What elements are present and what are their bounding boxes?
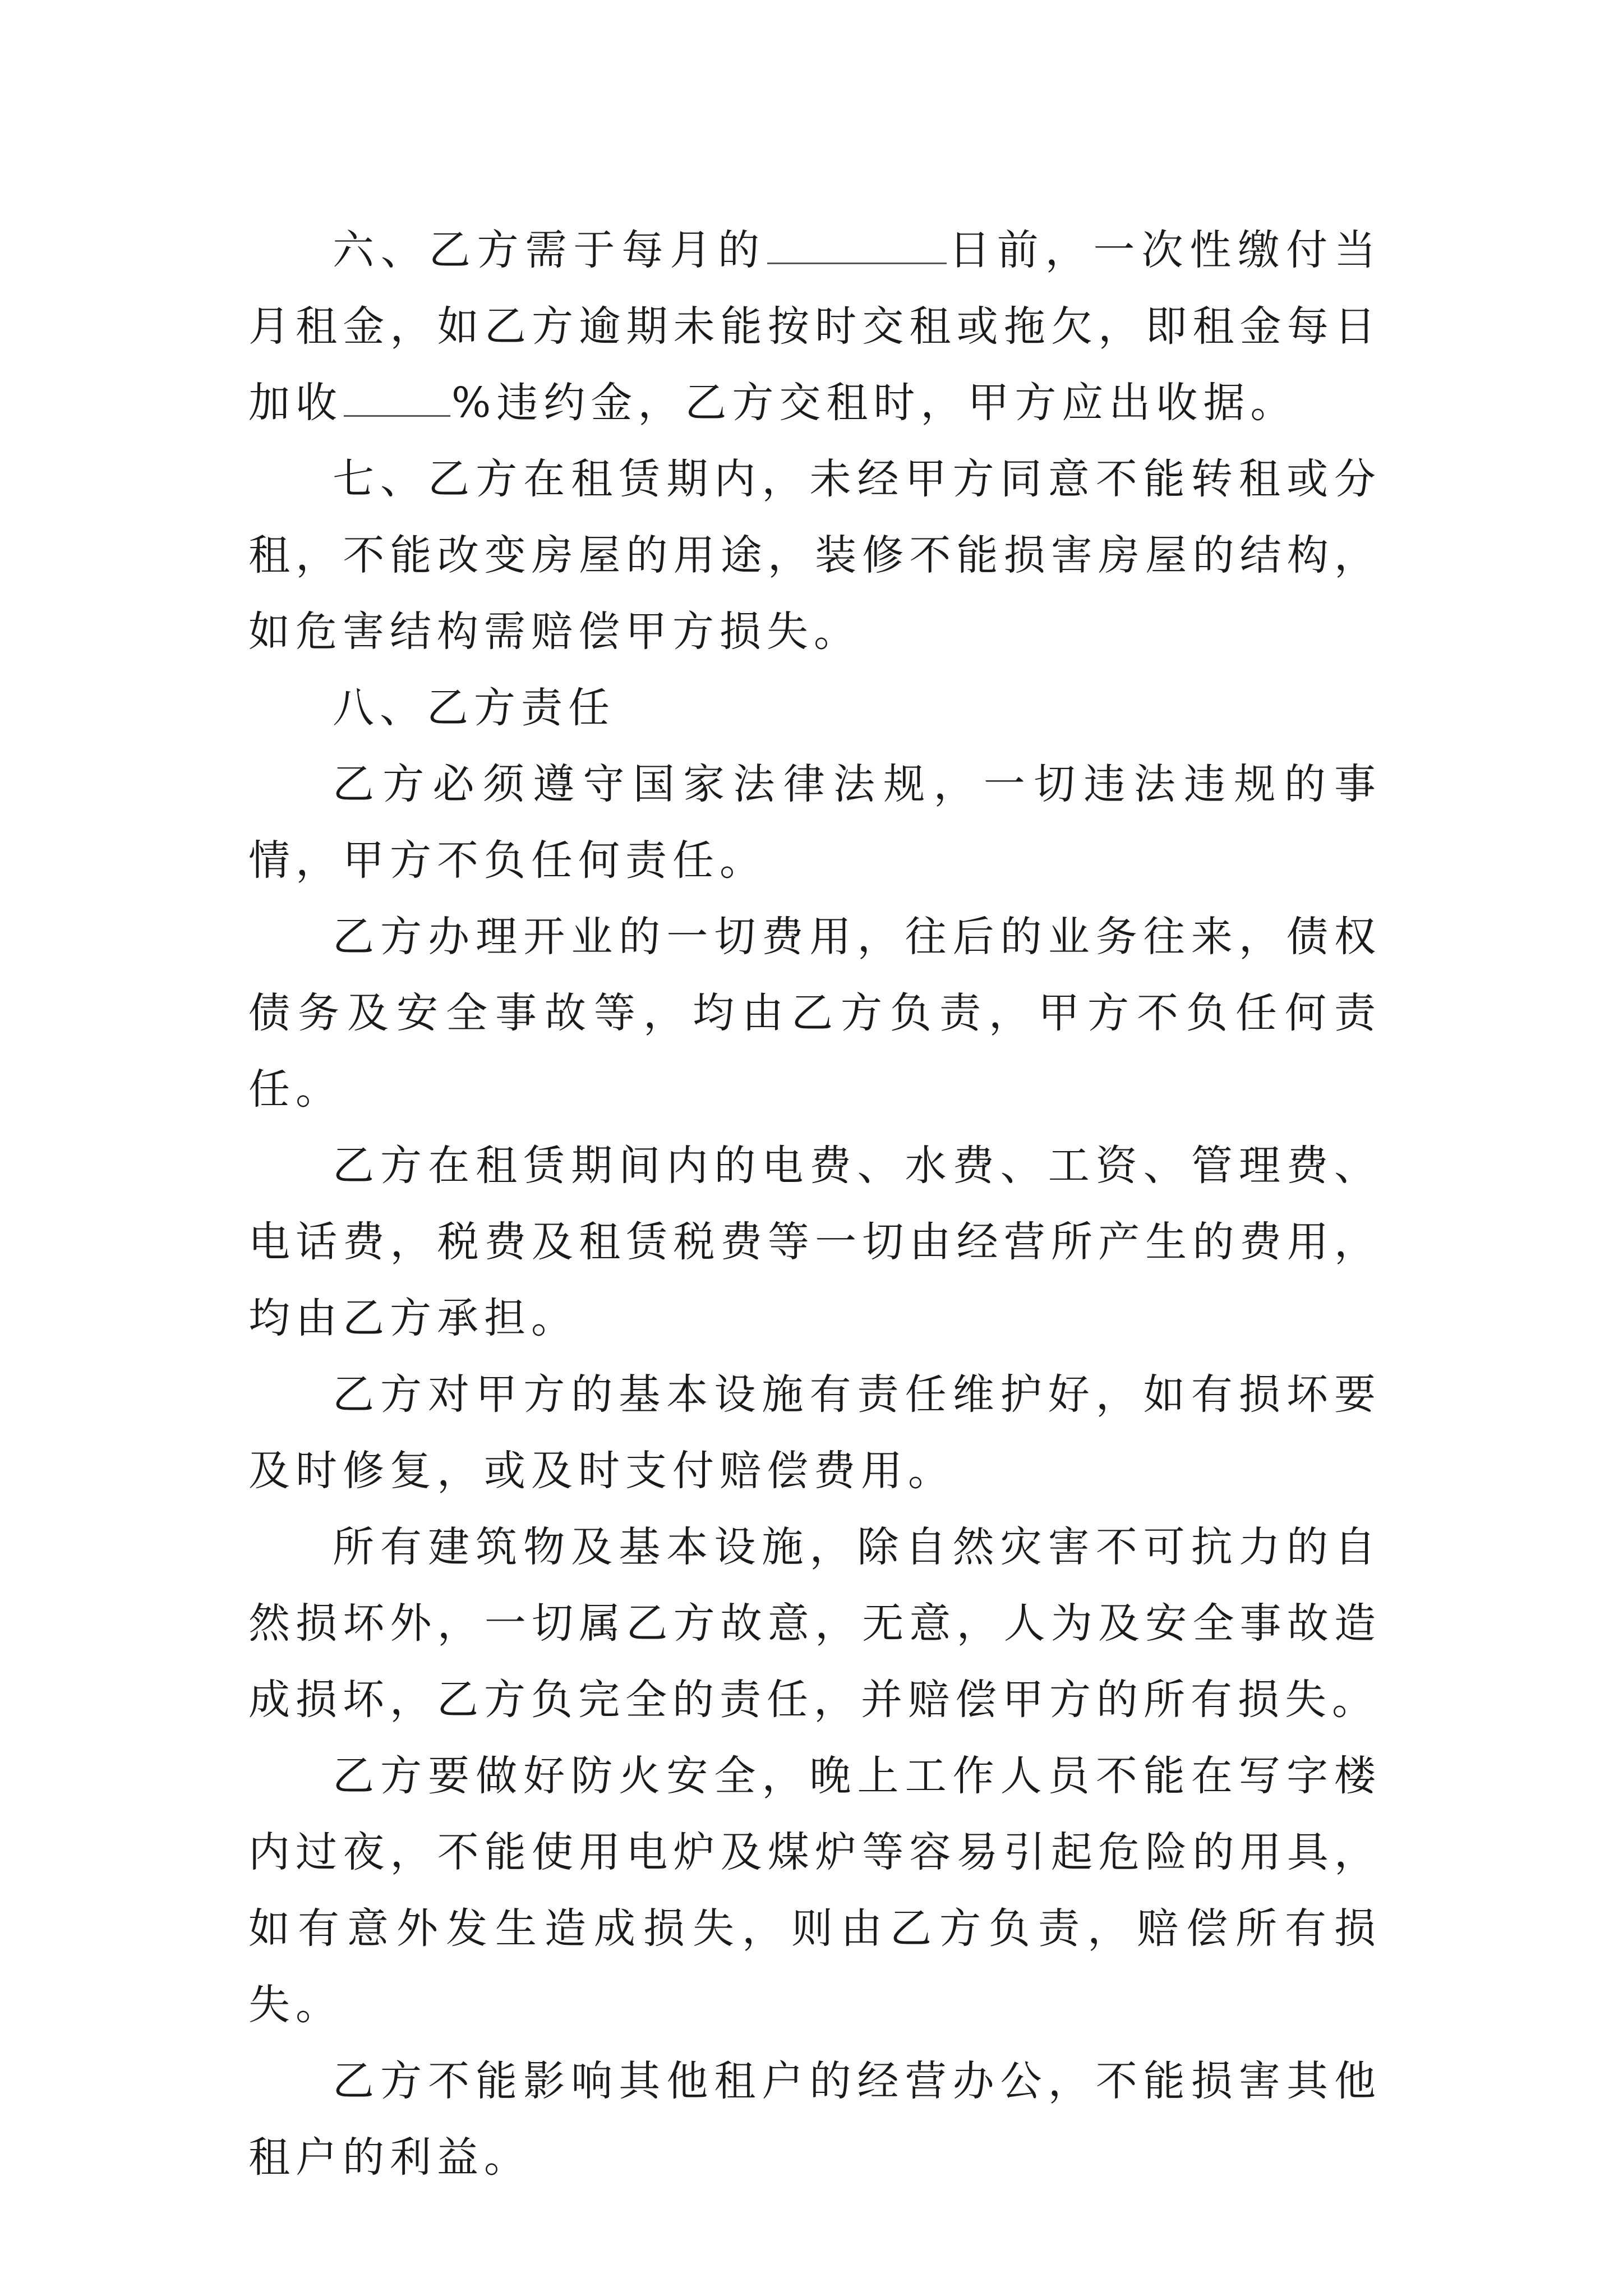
body-paragraph: 所有建筑物及基本设施，除自然灾害不可抗力的自然损坏外，一切属乙方故意，无意，人为及安全事故造成损坏，乙方负完全的责任，并赔偿甲方的所有损失。: [248, 1523, 1381, 1724]
clause-6-text-middle: 日前，一次性缴付当月租金，如乙方逾期未能按时交租或拖欠，即租金每日加收: [248, 226, 1381, 427]
clause-6-paragraph: [248, 212, 1381, 441]
body-paragraph: 乙方要做好防火安全，晚上工作人员不能在写字楼内过夜，不能使用电炉及煤炉等容易引起危险的用具，如有意外发生造成损失，则由乙方负责，赔偿所有损失。: [248, 1752, 1381, 2029]
body-paragraph: 乙方办理开业的一切费用，往后的业务往来，债权债务及安全事故等，均由乙方负责，甲方不负任何责任。: [248, 913, 1381, 1114]
payment-day-blank: [767, 228, 947, 264]
penalty-rate-blank: [344, 380, 450, 417]
body-paragraph: 乙方对甲方的基本设施有责任维护好，如有损坏要及时修复，或及时支付赔偿费用。: [248, 1370, 1381, 1495]
body-paragraph: 乙方不能影响其他租户的经营办公，不能损害其他租户的利益。: [248, 2057, 1381, 2182]
body-paragraph: 乙方在租赁期间内的电费、水费、工资、管理费、电话费，税费及租赁税费等一切由经营所产生的费用，均由乙方承担。: [248, 1142, 1381, 1342]
document-body: [248, 212, 1381, 2196]
body-paragraph: 乙方必须遵守国家法律法规，一切违法违规的事情，甲方不负任何责任。: [248, 760, 1381, 885]
clause-6-text-start: 六、乙方需于每月的: [333, 226, 766, 274]
clause-6-text-end: %违约金，乙方交租时，甲方应出收据。: [451, 379, 1298, 427]
clause-7-paragraph: 七、乙方在租赁期内，未经甲方同意不能转租或分租，不能改变房屋的用途，装修不能损害房屋的结构，如危害结构需赔偿甲方损失。: [248, 455, 1381, 656]
clause-8-heading: 八、乙方责任: [333, 684, 615, 732]
